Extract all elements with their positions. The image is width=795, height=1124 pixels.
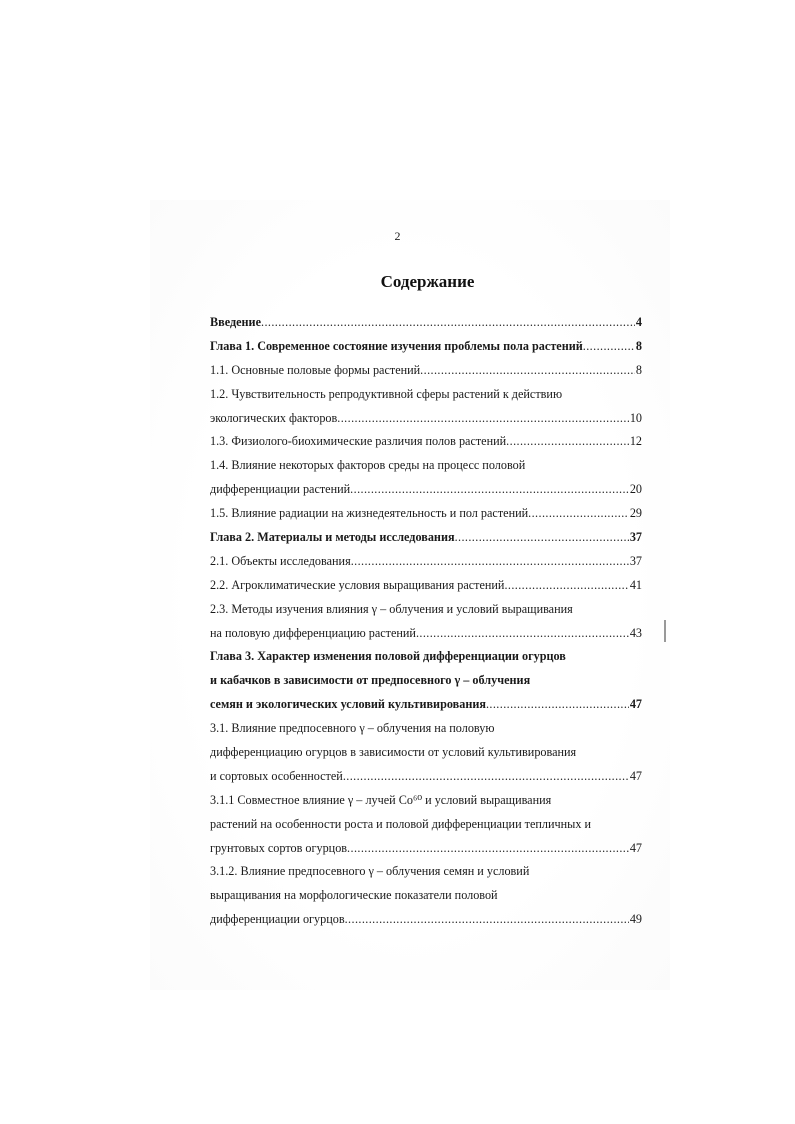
table-of-contents (210, 311, 642, 932)
toc-leader-dots (337, 407, 629, 431)
toc-entry (210, 837, 642, 861)
toc-leader-dots (455, 526, 629, 550)
toc-leader-dots (351, 550, 629, 574)
toc-entry-page: 37 (629, 553, 642, 568)
toc-leader-dots (420, 359, 635, 383)
toc-entry-page: 47 (629, 697, 642, 712)
toc-line: и кабачков в зависимости от предпосевного γ – облучения (210, 673, 531, 688)
toc-leader-dots (343, 765, 629, 789)
toc-entry-title: 2.2. Агроклиматические условия выращивания растений (210, 577, 505, 592)
toc-entry (210, 359, 642, 383)
toc-entry (210, 693, 642, 717)
toc-leader-dots (506, 430, 629, 454)
toc-entry (210, 311, 642, 335)
page-number: 2 (394, 229, 401, 243)
toc-entry (210, 430, 642, 454)
toc-entry-title: 2.1. Объекты исследования (210, 553, 351, 568)
toc-entry-page: 20 (629, 482, 642, 497)
toc-entry-page: 4 (635, 315, 642, 329)
toc-line: 2.3. Методы изучения влияния γ – облучения и условий выращивания (210, 601, 573, 616)
toc-line: растений на особенности роста и половой дифференциации тепличных и (210, 816, 592, 831)
toc-entry-page: 41 (629, 577, 642, 592)
toc-entry-title: грунтовых сортов огурцов (210, 840, 348, 855)
toc-line: 1.2. Чувствительность репродуктивной сферы растений к действию (210, 386, 563, 401)
toc-line: выращивания на морфологические показатели половой (210, 888, 498, 903)
toc-entry-page: 29 (629, 506, 642, 521)
toc-entry-page: 8 (635, 338, 642, 353)
toc-entry-page: 37 (629, 530, 642, 545)
toc-entry (210, 478, 642, 502)
toc-entry (210, 335, 642, 359)
toc-entry-title: Введение (210, 315, 261, 329)
toc-leader-dots (486, 693, 629, 717)
toc-entry (210, 526, 642, 550)
toc-entry-title: семян и экологических условий культивирования (210, 697, 486, 712)
toc-entry (210, 574, 642, 598)
toc-entry (210, 765, 642, 789)
toc-entry-title: 1.5. Влияние радиации на жизнедеятельность и пол растений (210, 506, 529, 521)
toc-leader-dots (261, 311, 635, 335)
scan-artifact-mark (664, 620, 666, 642)
toc-leader-dots (347, 837, 629, 861)
toc-entry-page: 12 (629, 434, 642, 449)
toc-entry-title: дифференциации огурцов (210, 912, 345, 927)
toc-leader-dots (528, 502, 629, 526)
toc-entry-page: 49 (629, 912, 642, 927)
toc-entry (210, 550, 642, 574)
toc-entry (210, 908, 642, 932)
toc-leader-dots (350, 478, 629, 502)
toc-entry-title: 1.3. Физиолого-биохимические различия полов растений (210, 434, 507, 449)
toc-leader-dots (583, 335, 635, 359)
toc-entry-page: 47 (629, 840, 642, 855)
toc-entry-page: 10 (629, 410, 642, 425)
toc-line: 3.1.2. Влияние предпосевного γ – облучения семян и условий (210, 864, 530, 879)
toc-entry-title: Глава 2. Материалы и методы исследования (210, 530, 455, 545)
toc-entry-title: 1.1. Основные половые формы растений (210, 362, 421, 377)
toc-line: дифференциацию огурцов в зависимости от условий культивирования (210, 745, 577, 760)
toc-entry (210, 502, 642, 526)
toc-entry-title: и сортовых особенностей (210, 768, 343, 783)
toc-leader-dots (504, 574, 628, 598)
toc-entry-page: 8 (635, 362, 642, 377)
toc-line: Глава 3. Характер изменения половой дифференциации огурцов (210, 649, 566, 664)
page-title: Содержание (380, 272, 475, 291)
toc-line: 1.4. Влияние некоторых факторов среды на процесс половой (210, 458, 526, 473)
toc-entry-page: 47 (629, 768, 642, 783)
toc-leader-dots (416, 622, 629, 646)
toc-entry-title: дифференциации растений (210, 482, 351, 497)
toc-entry-title: экологических факторов (210, 410, 338, 425)
toc-line: 3.1. Влияние предпосевного γ – облучения на половую (210, 721, 495, 736)
toc-entry-page: 43 (629, 625, 642, 640)
toc-entry (210, 407, 642, 431)
toc-leader-dots (345, 908, 629, 932)
toc-line: 3.1.1 Совместное влияние γ – лучей Co⁶⁰ и условий выращивания (210, 792, 552, 807)
toc-entry-title: Глава 1. Современное состояние изучения проблемы пола растений (210, 338, 583, 353)
toc-entry-title: на половую дифференциацию растений (210, 625, 416, 640)
toc-entry (210, 622, 642, 646)
